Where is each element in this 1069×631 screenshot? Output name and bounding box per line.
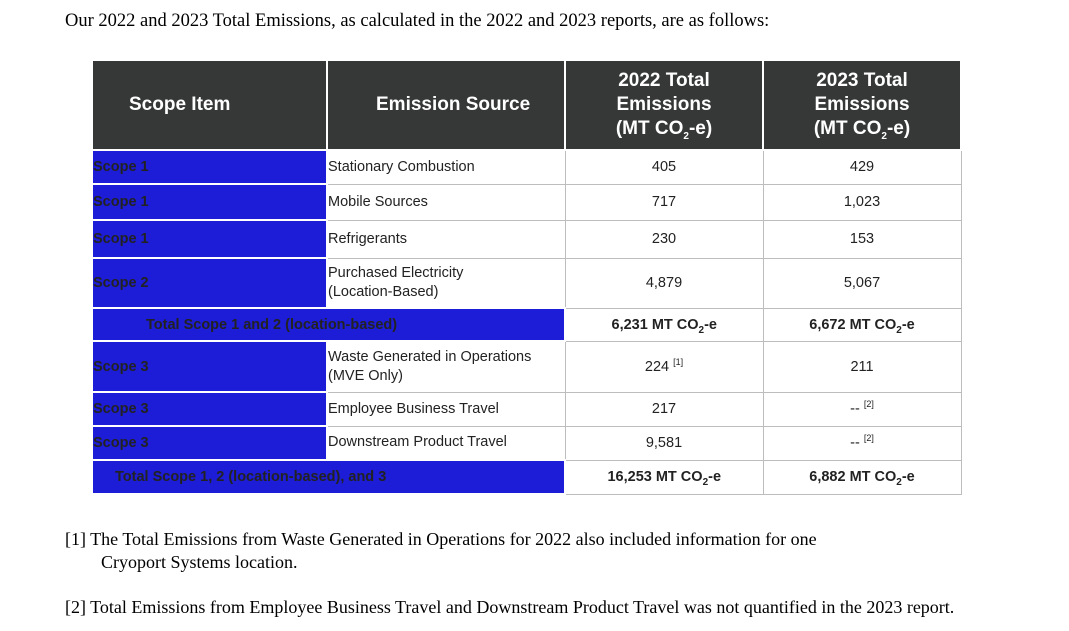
total-sub: 2 (896, 324, 902, 336)
total-2023-cell (763, 460, 961, 494)
table-row (92, 220, 961, 258)
unit-sub: 2 (683, 130, 689, 142)
source-line2: (MVE Only) (328, 367, 403, 384)
value: -- (850, 401, 860, 417)
total-label: Total Scope 1 and 2 (location-based) (92, 308, 565, 341)
footnote-1-line2: Cryoport Systems location. (101, 552, 298, 572)
total-2022-cell (565, 308, 763, 341)
source-cell: Employee Business Travel (327, 392, 565, 426)
footnote-ref: [1] (673, 356, 684, 367)
table-row (92, 426, 961, 460)
scope-cell: Scope 1 (92, 150, 327, 184)
source-cell (327, 341, 565, 392)
header-2023-line1: 2023 Total (816, 70, 908, 91)
header-2022-total (565, 60, 763, 150)
table-row (92, 392, 961, 426)
header-2022-unit (566, 117, 762, 141)
total-2023-cell (763, 308, 961, 341)
value: -- (850, 435, 860, 451)
total-row (92, 308, 961, 341)
value-2022-cell (565, 341, 763, 392)
header-2022-line1: 2022 Total (618, 70, 710, 91)
total-suffix: -e (708, 469, 722, 485)
value-2022-cell: 9,581 (565, 426, 763, 460)
footnote-ref: [2] (863, 433, 874, 444)
value-2023-cell: 5,067 (763, 258, 961, 308)
table-row (92, 184, 961, 220)
unit-post: -e) (688, 118, 713, 139)
total-suffix: -e (901, 469, 915, 485)
value-2022-cell: 717 (565, 184, 763, 220)
unit-pre: (MT CO (813, 118, 882, 139)
scope-cell: Scope 3 (92, 392, 327, 426)
scope-cell: Scope 2 (92, 258, 327, 308)
value-2023-cell: 1,023 (763, 184, 961, 220)
header-2023-line2: Emissions (814, 94, 910, 115)
value-2023-cell (763, 426, 961, 460)
footnote-1-line1: [1] The Total Emissions from Waste Generated in Operations for 2022 also included information for one (65, 529, 817, 549)
source-cell: Refrigerants (327, 220, 565, 258)
value-2023-cell (763, 392, 961, 426)
total-suffix: -e (901, 316, 915, 333)
total-row (92, 460, 961, 494)
total-value: 6,882 MT CO (809, 469, 897, 485)
value-2022-cell: 217 (565, 392, 763, 426)
footnote-2: [2] Total Emissions from Employee Business Travel and Downstream Product Travel was not quantified in the 2023 report. (65, 597, 955, 617)
header-scope-item: Scope Item (92, 60, 327, 150)
table-row (92, 258, 961, 308)
header-2023-unit (764, 117, 960, 141)
total-sub: 2 (698, 324, 705, 336)
total-value: 6,231 MT CO (611, 316, 699, 333)
value-2022-cell: 230 (565, 220, 763, 258)
source-line1: Purchased Electricity (328, 264, 464, 281)
table-row (92, 341, 961, 392)
emissions-table (91, 59, 962, 495)
header-emission-source: Emission Source (327, 60, 565, 150)
total-value: 6,672 MT CO (809, 316, 897, 333)
unit-sub: 2 (881, 130, 887, 142)
unit-post: -e) (886, 118, 911, 139)
source-line1: Waste Generated in Operations (328, 348, 532, 365)
total-sub: 2 (702, 476, 709, 488)
value-2022-cell: 405 (565, 150, 763, 184)
scope-cell: Scope 3 (92, 426, 327, 460)
scope-cell: Scope 3 (92, 341, 327, 392)
source-cell (327, 258, 565, 308)
source-cell: Stationary Combustion (327, 150, 565, 184)
scope-cell: Scope 1 (92, 184, 327, 220)
total-sub: 2 (896, 476, 902, 488)
total-suffix: -e (704, 316, 717, 333)
header-2023-total (763, 60, 961, 150)
table-row (92, 150, 961, 184)
header-row (92, 60, 961, 150)
value-2023-cell: 153 (763, 220, 961, 258)
total-2022-cell (565, 460, 763, 494)
value-2023-cell: 211 (763, 341, 961, 392)
source-cell: Downstream Product Travel (327, 426, 565, 460)
value-2022-cell: 4,879 (565, 258, 763, 308)
source-cell: Mobile Sources (327, 184, 565, 220)
total-label: Total Scope 1, 2 (location-based), and 3 (92, 460, 565, 494)
value-2023-cell: 429 (763, 150, 961, 184)
total-value: 16,253 MT CO (607, 469, 703, 485)
source-line2: (Location-Based) (328, 283, 439, 300)
intro-text: Our 2022 and 2023 Total Emissions, as calculated in the 2022 and 2023 reports, are as follows: (65, 11, 770, 31)
unit-pre: (MT CO (615, 118, 684, 139)
footnote-1 (65, 528, 945, 574)
value: 224 (644, 358, 670, 375)
footnote-ref: [2] (863, 399, 874, 410)
scope-cell: Scope 1 (92, 220, 327, 258)
header-2022-line2: Emissions (616, 94, 712, 115)
